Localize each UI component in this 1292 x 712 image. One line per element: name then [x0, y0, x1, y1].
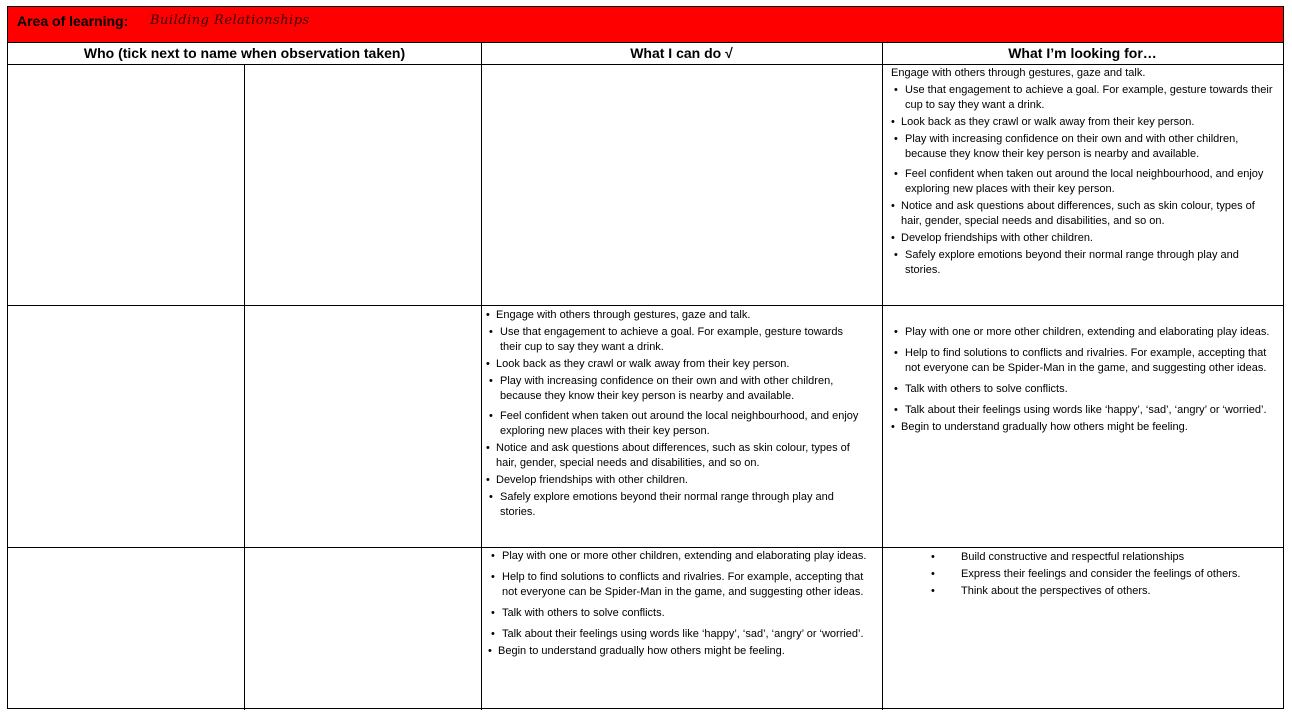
list-item: • Develop friendships with other children.: [486, 473, 866, 488]
list-item: • Play with increasing confidence on their own and with other children, because they know their key person is nearby and available.: [486, 374, 866, 404]
list-item: • Talk about their feelings using words like ‘happy’, ‘sad’, ‘angry’ or ‘worried’.: [891, 403, 1276, 418]
list-item: • Play with one or more other children, extending and elaborating play ideas.: [488, 549, 868, 564]
looking-for-intro: Engage with others through gestures, gaze and talk.: [891, 67, 1146, 79]
list-item: • Think about the perspectives of others.: [891, 584, 1276, 599]
looking-for-cell: [891, 66, 1276, 280]
list-item: • Play with one or more other children, extending and elaborating play ideas.: [891, 325, 1276, 340]
area-value: Building Relationships: [150, 13, 310, 28]
area-label: Area of learning:: [17, 13, 129, 29]
list-item: • Use that engagement to achieve a goal. For example, gesture towards their cup to say they want a drink.: [486, 325, 866, 355]
list-item: • Safely explore emotions beyond their normal range through play and stories.: [891, 248, 1276, 278]
list-item: • Help to find solutions to conflicts and rivalries. For example, accepting that not everyone can be Spider-Man in the game, and suggesting other ideas.: [891, 346, 1276, 376]
column-divider: [882, 43, 883, 710]
column-header-looking-for: What I’m looking for…: [882, 43, 1283, 65]
name-cell[interactable]: [8, 65, 244, 305]
list-item: • Look back as they crawl or walk away from their key person.: [486, 357, 866, 372]
observation-table: [7, 6, 1284, 709]
list-item: • Engage with others through gestures, gaze and talk.: [486, 308, 866, 323]
tick-cell[interactable]: [245, 306, 481, 547]
looking-for-cell: [891, 550, 1276, 601]
list-item: • Look back as they crawl or walk away from their key person.: [891, 115, 1276, 130]
can-do-cell: [488, 549, 868, 661]
column-header-who: Who (tick next to name when observation taken): [8, 43, 481, 65]
list-item: • Build constructive and respectful relationships: [891, 550, 1276, 565]
list-item: • Begin to understand gradually how others might be feeling.: [488, 644, 868, 659]
area-banner: [8, 7, 1283, 43]
name-cell[interactable]: [8, 548, 244, 710]
column-header-can-do: What I can do √: [481, 43, 882, 65]
list-item: • Help to find solutions to conflicts and rivalries. For example, accepting that not everyone can be Spider-Man in the game, and suggesting other ideas.: [488, 570, 868, 600]
can-do-cell: [486, 308, 866, 522]
column-divider: [481, 43, 482, 710]
list-item: • Talk with others to solve conflicts.: [891, 382, 1276, 397]
list-item: • Feel confident when taken out around the local neighbourhood, and enjoy exploring new places with their key person.: [891, 167, 1276, 197]
tick-cell[interactable]: [245, 548, 481, 710]
list-item: • Play with increasing confidence on their own and with other children, because they know their key person is nearby and available.: [891, 132, 1276, 162]
list-item: • Begin to understand gradually how others might be feeling.: [891, 420, 1276, 435]
list-item: • Talk about their feelings using words like ‘happy’, ‘sad’, ‘angry’ or ‘worried’.: [488, 627, 868, 642]
list-item: • Use that engagement to achieve a goal. For example, gesture towards their cup to say they want a drink.: [891, 83, 1276, 113]
list-item: • Develop friendships with other children.: [891, 231, 1276, 246]
list-item: • Notice and ask questions about differences, such as skin colour, types of hair, gender, special needs and disabilities, and so on.: [486, 441, 866, 471]
name-cell[interactable]: [8, 306, 244, 547]
list-item: • Feel confident when taken out around the local neighbourhood, and enjoy exploring new places with their key person.: [486, 409, 866, 439]
looking-for-cell: [891, 325, 1276, 437]
list-item: • Notice and ask questions about differences, such as skin colour, types of hair, gender, special needs and disabilities, and so on.: [891, 199, 1276, 229]
tick-cell[interactable]: [245, 65, 481, 305]
list-item: • Safely explore emotions beyond their normal range through play and stories.: [486, 490, 866, 520]
list-item: • Talk with others to solve conflicts.: [488, 606, 868, 621]
list-item: • Express their feelings and consider the feelings of others.: [891, 567, 1276, 582]
